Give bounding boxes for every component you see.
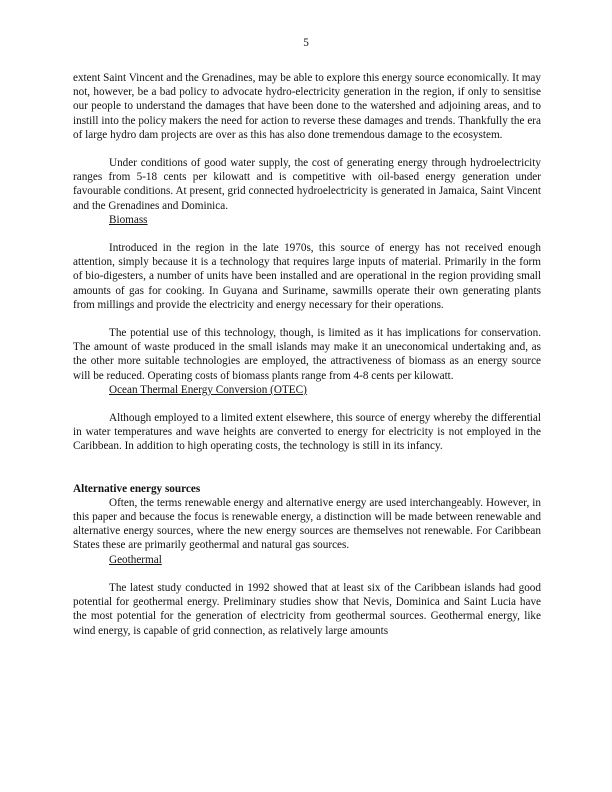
- subheading-geothermal: Geothermal: [109, 553, 162, 566]
- subheading-biomass: Biomass: [109, 213, 148, 226]
- paragraph-otec: Although employed to a limited extent elsewhere, this source of energy whereby the differential in water temperatures and wave heights are converted to energy for electricity is not employed in the Caribbean. In addition to high operating costs, the technology is still in its infancy.: [73, 412, 541, 453]
- paragraph-biomass-potential: The potential use of this technology, though, is limited as it has implications for conservation. The amount of waste produced in the small islands may make it an uneconomical undertaking and, as the other more suitable technologies are employed, the attractiveness of biomass as an energy source will be reduced. Operating costs of biomass plants range from 4-8 cents per kilowatt.: [73, 327, 541, 382]
- page-body: [73, 71, 541, 638]
- section-heading-alternative-energy: Alternative energy sources: [73, 482, 201, 495]
- page-number: 5: [303, 37, 309, 49]
- paragraph-biomass-intro: Introduced in the region in the late 1970s, this source of energy has not received enough attention, simply because it is a technology that requires large inputs of material. Primarily in the form of bio-digesters, a number of units have been installed and are operational in the region providing small amounts of gas for cooking. In Guyana and Suriname, sawmills operate their own generating plants from millings and provide the electricity and energy necessary for their operations.: [73, 242, 541, 311]
- paragraph-hydro-continued: extent Saint Vincent and the Grenadines, may be able to explore this energy source economically. It may not, however, be a bad policy to advocate hydro-electricity generation in the region, if only to sensitise our people to understand the damages that have been done to the watershed and adjoining areas, and to instill into the policy makers the need for action to reverse these damages and trends. Thankfully the era of large hydro dam projects are over as this has also done tremendous damage to the ecosystem.: [73, 72, 541, 141]
- paragraph-hydro-cost: Under conditions of good water supply, the cost of generating energy through hydroelectricity ranges from 5-18 cents per kilowatt and is competitive with oil-based energy generation under favourable conditions. At present, grid connected hydroelectricity is generated in Jamaica, Saint Vincent and the Grenadines and Dominica.: [73, 157, 541, 212]
- paragraph-alternative-energy: Often, the terms renewable energy and alternative energy are used interchangeably. However, in this paper and because the focus is renewable energy, a distinction will be made between renewable and alternative energy sources, where the new energy sources are themselves not renewable. For Caribbean States these are primarily geothermal and natural gas sources.: [73, 496, 541, 552]
- subheading-otec: Ocean Thermal Energy Conversion (OTEC): [109, 383, 307, 396]
- paragraph-geothermal: The latest study conducted in 1992 showed that at least six of the Caribbean islands had good potential for geothermal energy. Preliminary studies show that Nevis, Dominica and Saint Lucia have the most potential for the generation of electricity from geothermal sources. Geothermal energy, like wind energy, is capable of grid connection, as relatively large amounts: [73, 581, 541, 637]
